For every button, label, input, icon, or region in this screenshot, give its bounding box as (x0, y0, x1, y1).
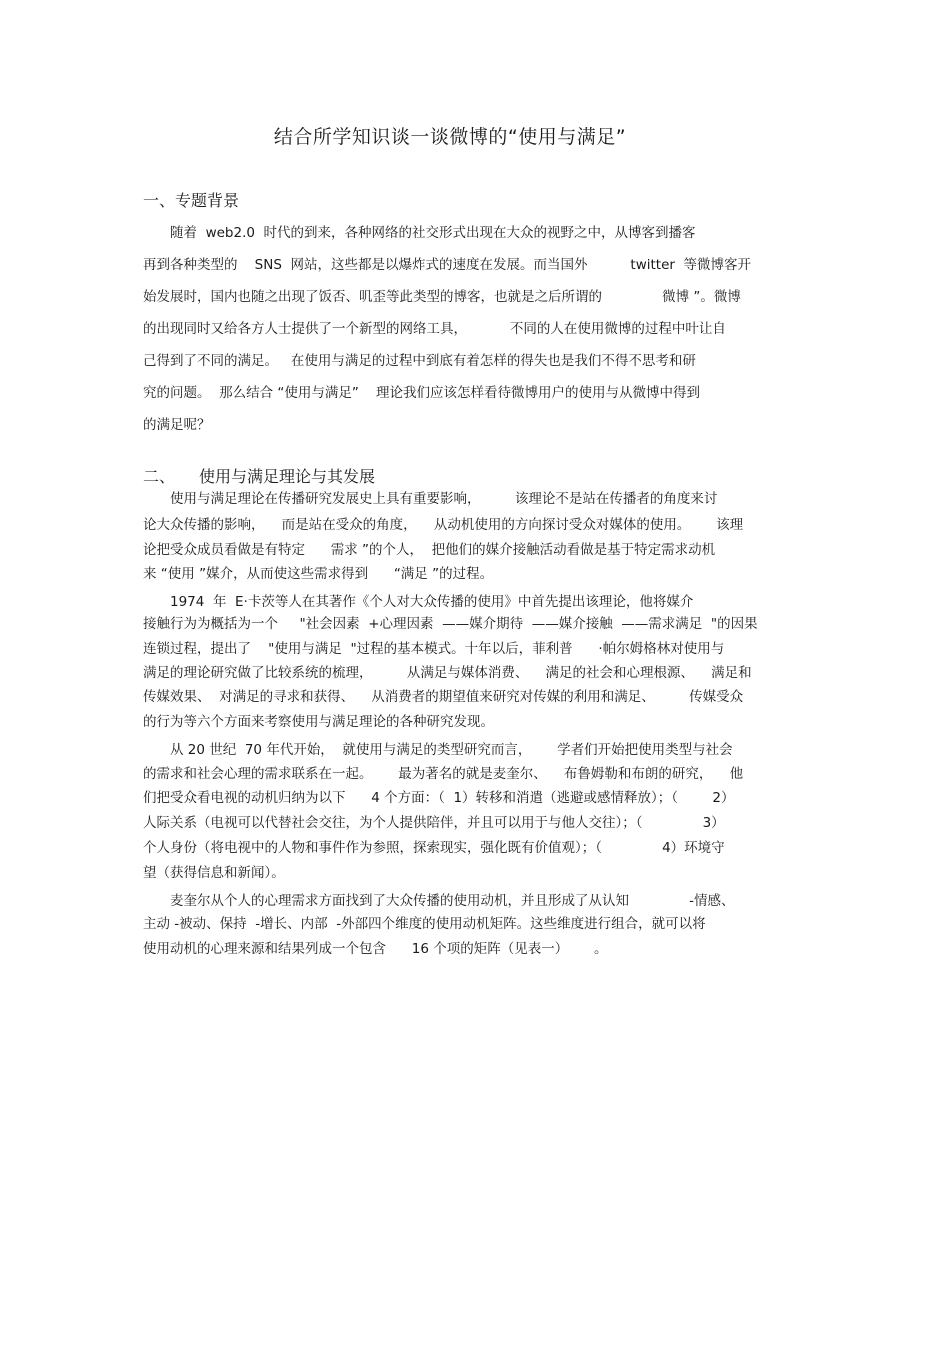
paragraph-line: 主动 -被动、保持 -增长、内部 -外部四个维度的使用动机矩阵。这些维度进行组合，就可以将 (143, 916, 706, 932)
paragraph-line: 从 20 世纪 70 年代开始， 就使用与满足的类型研究而言， 学者们开始把使用类型与社会 (143, 742, 733, 758)
section-2-number: 二、 (143, 467, 176, 486)
section-1-number: 一、 (143, 191, 176, 210)
paragraph-line: 来 “使用 ”媒介，从而使这些需求得到 “满足 ”的过程。 (143, 566, 494, 582)
paragraph-line: 究的问题。 那么结合 “使用与满足” 理论我们应该怎样看待微博用户的使用与从微博中得到 (143, 385, 701, 401)
paragraph-line: 论把受众成员看做是有特定 需求 ”的个人， 把他们的媒介接触活动看做是基于特定需求动机 (143, 542, 716, 558)
document-title: 结合所学知识谈一谈微博的“使用与满足” (273, 126, 627, 148)
paragraph-line: 论大众传播的影响， 而是站在受众的角度， 从动机使用的方向探讨受众对媒体的使用。 该理 (143, 517, 744, 533)
paragraph-line: 的行为等六个方面来考察使用与满足理论的各种研究发现。 (143, 714, 494, 730)
paragraph-line: 个人身份（将电视中的人物和事件作为参照，探索现实，强化既有价值观）；（ 4）环境守 (143, 840, 725, 856)
section-2-heading (143, 464, 375, 487)
paragraph-line: 己得到了不同的满足。 在使用与满足的过程中到底有着怎样的得失也是我们不得不思考和研 (143, 353, 696, 369)
paragraph-line: 随着 web2.0 时代的到来，各种网络的社交形式出现在大众的视野之中，从博客到播客 (143, 225, 696, 241)
paragraph-line: 的需求和社会心理的需求联系在一起。 最为著名的就是麦奎尔、 布鲁姆勒和布朗的研究， 他 (143, 766, 744, 782)
paragraph-line: 接触行为为概括为一个 "社会因素 +心理因素 ——媒介期待 ——媒介接触 ——需求满足 "的因果 (143, 616, 758, 632)
paragraph-line: 连锁过程，提出了 "使用与满足 "过程的基本模式。十年以后，菲利普 ·帕尔姆格林对使用与 (143, 641, 725, 657)
paragraph-line: 始发展时，国内也随之出现了饭否、叽歪等此类型的博客，也就是之后所谓的 微博 ”。微博 (143, 289, 741, 305)
section-2-title: 使用与满足理论与其发展 (199, 467, 376, 486)
paragraph-line: 的满足呢？ (143, 417, 211, 433)
paragraph-line: 望（获得信息和新闻）。 (143, 865, 285, 881)
section-1-heading (143, 188, 239, 211)
paragraph-line: 的出现同时又给各方人士提供了一个新型的网络工具， 不同的人在使用微博的过程中叶让自 (143, 321, 726, 337)
paragraph-line: 使用动机的心理来源和结果列成一个包含 16 个项的矩阵（见表一） 。 (143, 941, 608, 957)
paragraph-line: 满足的理论研究做了比较系统的梳理， 从满足与媒体消费、 满足的社会和心理根源、 满足和 (143, 665, 752, 681)
paragraph-line: 麦奎尔从个人的心理需求方面找到了大众传播的使用动机，并且形成了从认知 -情感、 (143, 893, 735, 909)
paragraph-line: 传媒效果、 对满足的寻求和获得、 从消费者的期望值来研究对传媒的利用和满足、 传媒受众 (143, 689, 744, 705)
paragraph-line: 1974 年 E·卡茨等人在其著作《个人对大众传播的使用》中首先提出该理论，他将媒介 (143, 594, 694, 610)
paragraph-line: 使用与满足理论在传播研究发展史上具有重要影响， 该理论不是站在传播者的角度来讨 (143, 491, 718, 507)
section-1-title: 专题背景 (175, 191, 240, 210)
paragraph-line: 再到各种类型的 SNS 网站，这些都是以爆炸式的速度在发展。而当国外 twitter 等微博客开 (143, 257, 752, 273)
paragraph-line: 人际关系（电视可以代替社会交往，为个人提供陪伴，并且可以用于与他人交往）；（ 3） (143, 815, 725, 831)
paragraph-line: 们把受众看电视的动机归纳为以下 4 个方面：（ 1）转移和消遣（逃避或感情释放）；（ 2） (143, 790, 735, 806)
